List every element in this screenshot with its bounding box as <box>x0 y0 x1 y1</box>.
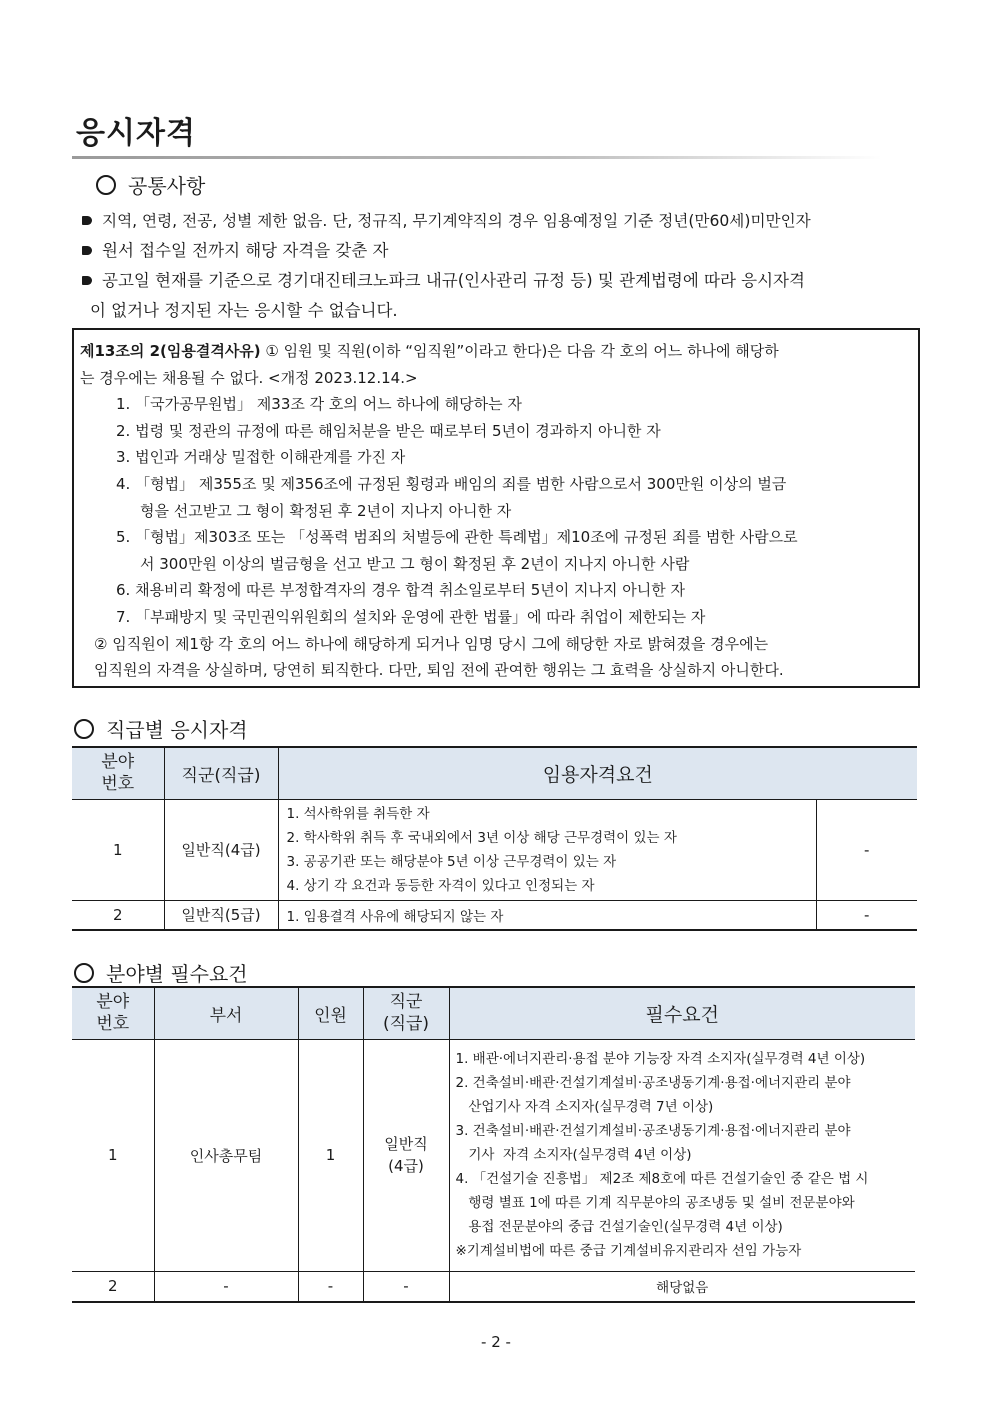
field-heading-text: 분야별 필수요건 <box>106 962 248 986</box>
circle-bullet-icon <box>96 175 116 195</box>
bullet-icon <box>82 276 92 285</box>
cell-reqs: 1. 배관·에너지관리·용접 분야 기능장 자격 소지자(실무경력 4년 이상) 2. 건축설비·배관·건설기계설비·공조냉동기계·용접·에너지관리 분야 산업기사 자격 소지자(실무경력 7년 이상) 3. 건축설비·배관·건설기계설비·공조냉동기계·용접·에너지관리 분야 기사 자격 소지자(실무경력 4년 이상) 4. 「건설기술 진흥법」 제2조 제8호에 따른 건설기술인 중 같은 법 시 행령 별표 1에 따른 기계 직무분야의 공조냉동 및 설비 전문분야와 용접 전문분야의 중급 건설기술인(실무경력 4년 이상) ※기계설비법에 따른 중급 기계설비유지관리자 선임 가능자 <box>449 1039 915 1271</box>
common-heading-text: 공통사항 <box>128 174 206 198</box>
table-row <box>72 799 917 900</box>
regulation-first-line: 제13조의 2(임용결격사유) ① 임원 및 직원(이하 “임직원”이라고 한다)은 다음 각 호의 어느 하나에 해당하 <box>80 342 779 360</box>
col-header-count: 인원 <box>298 987 363 1039</box>
regulation-item: 7. 「부패방지 및 국민권익위원회의 설치와 운영에 관한 법률」에 따라 취업이 제한되는 자 <box>116 607 706 626</box>
bullet-icon <box>82 246 92 255</box>
regulation-item: 6. 채용비리 확정에 따른 부정합격자의 경우 합격 취소일로부터 5년이 지나지 아니한 자 <box>116 581 685 600</box>
cell-reqs: 1. 임용결격 사유에 해당되지 않는 자 <box>278 900 816 930</box>
bullet-icon <box>82 216 92 225</box>
regulation-item: 2. 법령 및 정관의 규정에 따른 해임처분을 받은 때로부터 5년이 경과하지 아니한 자 <box>116 421 661 440</box>
cell-grade: 일반직 (4급) <box>363 1039 449 1271</box>
regulation-item-continuation: 서 300만원 이상의 벌금형을 선고 받고 그 형이 확정된 후 2년이 지나지 아니한 사람 <box>140 554 690 573</box>
page-number: - 2 - <box>481 1333 511 1351</box>
grade-heading <box>74 714 248 743</box>
cell-grade: 일반직(4급) <box>164 799 278 900</box>
cell-count: - <box>298 1271 363 1302</box>
cell-dept: - <box>154 1271 298 1302</box>
col-header-no: 분야 번호 <box>72 747 164 799</box>
circle-bullet-icon <box>74 719 94 739</box>
common-bullets <box>80 206 922 326</box>
field-table <box>72 986 915 1303</box>
col-header-req: 필수요건 <box>449 987 915 1039</box>
cell-reqs: 1. 석사학위를 취득한 자 2. 학사학위 취득 후 국내외에서 3년 이상 해당 근무경력이 있는 자 3. 공공기관 또는 해당분야 5년 이상 근무경력이 있는 자 4. 상기 각 요건과 동등한 자격이 있다고 인정되는 자 <box>278 799 816 900</box>
cell-reqs: 해당없음 <box>449 1271 915 1302</box>
list-item: 원서 접수일 전까지 해당 자격을 갖춘 자 <box>80 236 922 266</box>
regulation-line: 는 경우에는 채용될 수 없다. <개정 2023.12.14.> <box>80 368 418 387</box>
field-heading <box>74 958 248 987</box>
regulation-paragraph-2: 임직원의 자격을 상실하며, 당연히 퇴직한다. 다만, 퇴임 전에 관여한 행위는 그 효력을 상실하지 아니한다. <box>94 661 784 680</box>
col-header-grade: 직군 (직급) <box>363 987 449 1039</box>
regulation-item-continuation: 형을 선고받고 그 형이 확정된 후 2년이 지나지 아니한 자 <box>140 501 512 520</box>
common-heading <box>96 170 205 199</box>
col-header-dept: 부서 <box>154 987 298 1039</box>
table-row <box>72 1039 915 1271</box>
cell-no: 1 <box>72 1039 154 1271</box>
col-header-req: 임용자격요건 <box>278 747 917 799</box>
cell-extra: - <box>816 799 917 900</box>
cell-no: 1 <box>72 799 164 900</box>
regulation-paragraph-2: ② 임직원이 제1항 각 호의 어느 하나에 해당하게 되거나 임명 당시 그에 해당한 자로 밝혀졌을 경우에는 <box>94 634 769 653</box>
circle-bullet-icon <box>74 963 94 983</box>
grade-table <box>72 746 917 931</box>
col-header-no: 분야 번호 <box>72 987 154 1039</box>
regulation-box <box>72 328 920 688</box>
grade-heading-text: 직급별 응시자격 <box>106 718 248 742</box>
list-item-continuation: 이 없거나 정지된 자는 응시할 수 없습니다. <box>90 301 398 320</box>
regulation-item: 1. 「국가공무원법」 제33조 각 호의 어느 하나에 해당하는 자 <box>116 395 522 414</box>
page-title: 응시자격 <box>76 116 196 151</box>
regulation-item: 5. 「형법」제303조 또는 「성폭력 범죄의 처벌등에 관한 특례법」제10조에 규정된 죄를 범한 사람으로 <box>116 528 798 547</box>
table-row <box>72 1271 915 1302</box>
list-item: 공고일 현재를 기준으로 경기대진테크노파크 내규(인사관리 규정 등) 및 관계법령에 따라 응시자격 <box>80 266 922 296</box>
cell-dept: 인사총무팀 <box>154 1039 298 1271</box>
cell-count: 1 <box>298 1039 363 1271</box>
title-divider <box>72 156 882 159</box>
cell-no: 2 <box>72 1271 154 1302</box>
col-header-grade: 직군(직급) <box>164 747 278 799</box>
list-item: 지역, 연령, 전공, 성별 제한 없음. 단, 정규직, 무기계약직의 경우 임용예정일 기준 정년(만60세)미만인자 <box>80 206 922 236</box>
cell-no: 2 <box>72 900 164 930</box>
table-row <box>72 900 917 930</box>
cell-grade: 일반직(5급) <box>164 900 278 930</box>
cell-extra: - <box>816 900 917 930</box>
cell-grade: - <box>363 1271 449 1302</box>
regulation-item: 4. 「형법」 제355조 및 제356조에 규정된 횡령과 배임의 죄를 범한 사람으로서 300만원 이상의 벌금 <box>116 474 787 493</box>
regulation-item: 3. 법인과 거래상 밀접한 이해관계를 가진 자 <box>116 448 406 467</box>
